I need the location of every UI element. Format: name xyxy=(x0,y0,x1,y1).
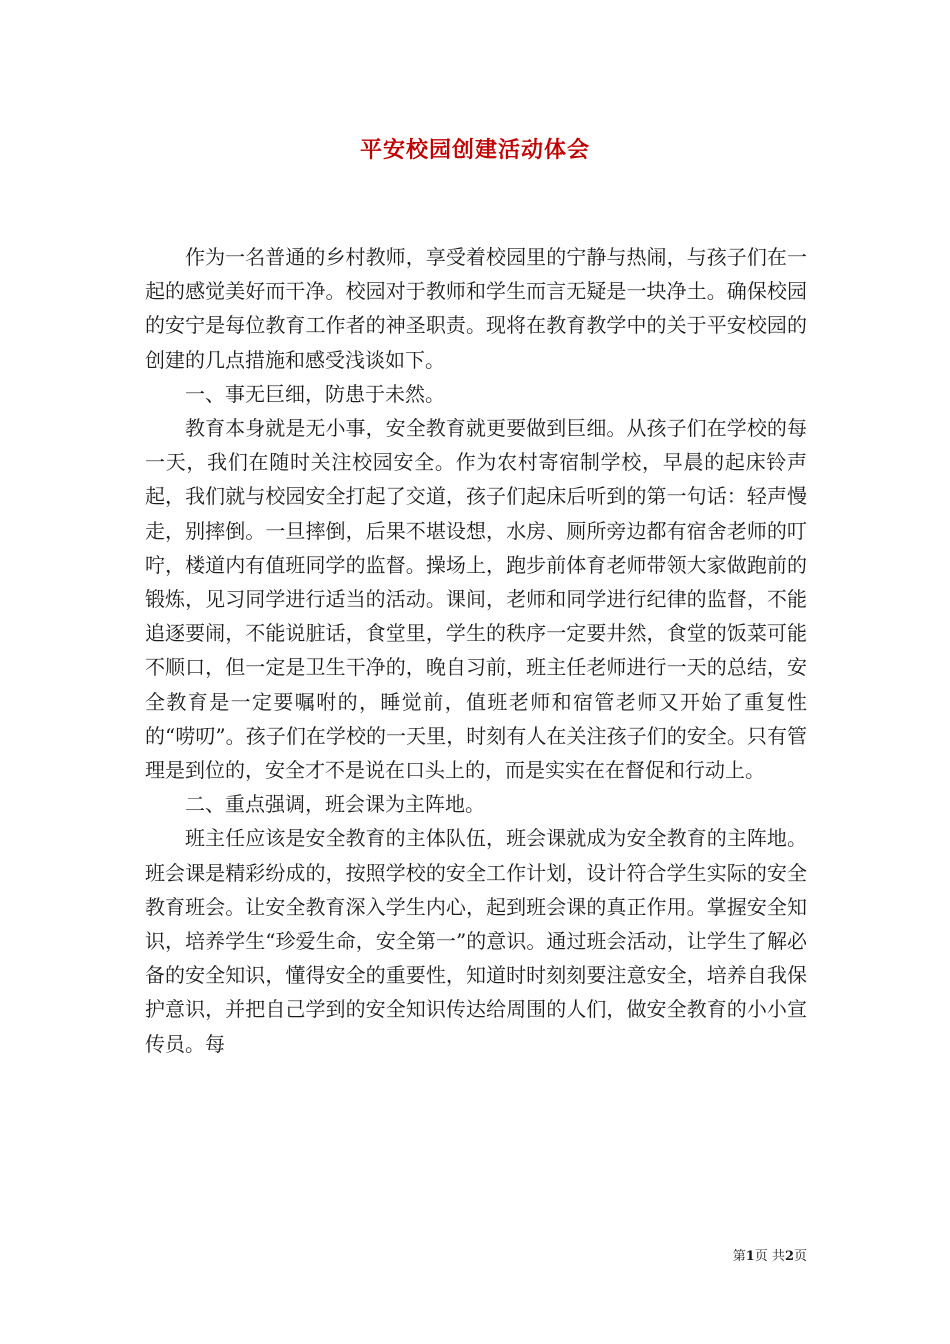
footer-suffix: 页 xyxy=(793,1249,807,1264)
paragraph-intro: 作为一名普通的乡村教师，享受着校园里的宁静与热闹，与孩子们在一起的感觉美好而干净。校园对于教师和学生而言无疑是一块净土。确保校园的安宁是每位教育工作者的神圣职责。现将在教育教学中的关于平安校园的创建的几点措施和感受浅谈如下。 xyxy=(145,245,807,372)
footer-middle: 页 共 xyxy=(754,1249,785,1264)
document-body xyxy=(145,240,807,1061)
paragraph-section-2: 班主任应该是安全教育的主体队伍，班会课就成为安全教育的主阵地。班会课是精彩纷成的，按照学校的安全工作计划，设计符合学生实际的安全教育班会。让安全教育深入学生内心，起到班会课的真正作用。掌握安全知识，培养学生“珍爱生命，安全第一”的意识。通过班会活动，让学生了解必备的安全知识，懂得安全的重要性，知道时时刻刻要注意安全，培养自我保护意识，并把自己学到的安全知识传达给周围的人们，做安全教育的小小宣传员。每 xyxy=(145,826,807,1056)
footer-page-number: 1 xyxy=(745,1249,755,1264)
document-title: 平安校园创建活动体会 xyxy=(359,137,590,163)
footer-prefix: 第 xyxy=(732,1249,746,1264)
section-heading-1: 一、事无巨细，防患于未然。 xyxy=(185,381,445,406)
footer-total-pages: 2 xyxy=(784,1249,794,1264)
page-footer xyxy=(0,1248,807,1266)
section-heading-2: 二、重点强调，班会课为主阵地。 xyxy=(185,792,485,817)
paragraph-section-1: 教育本身就是无小事，安全教育就更要做到巨细。从孩子们在学校的每一天，我们在随时关注校园安全。作为农村寄宿制学校，早晨的起床铃声起，我们就与校园安全打起了交道，孩子们起床后听到的第一句话：轻声慢走，别摔倒。一旦摔倒，后果不堪设想，水房、厕所旁边都有宿舍老师的叮咛，楼道内有值班同学的监督。操场上，跑步前体育老师带领大家做跑前的锻炼，见习同学进行适当的活动。课间，老师和同学进行纪律的监督，不能追逐要闹，不能说脏话，食堂里，学生的秩序一定要井然，食堂的饭菜可能不顺口，但一定是卫生干净的，晚自习前，班主任老师进行一天的总结，安全教育是一定要嘱咐的，睡觉前，值班老师和宿管老师又开始了重复性的“唠叨”。孩子们在学校的一天里，时刻有人在关注孩子们的安全。只有管理是到位的，安全才不是说在口头上的，而是实实在在督促和行动上。 xyxy=(145,416,807,783)
